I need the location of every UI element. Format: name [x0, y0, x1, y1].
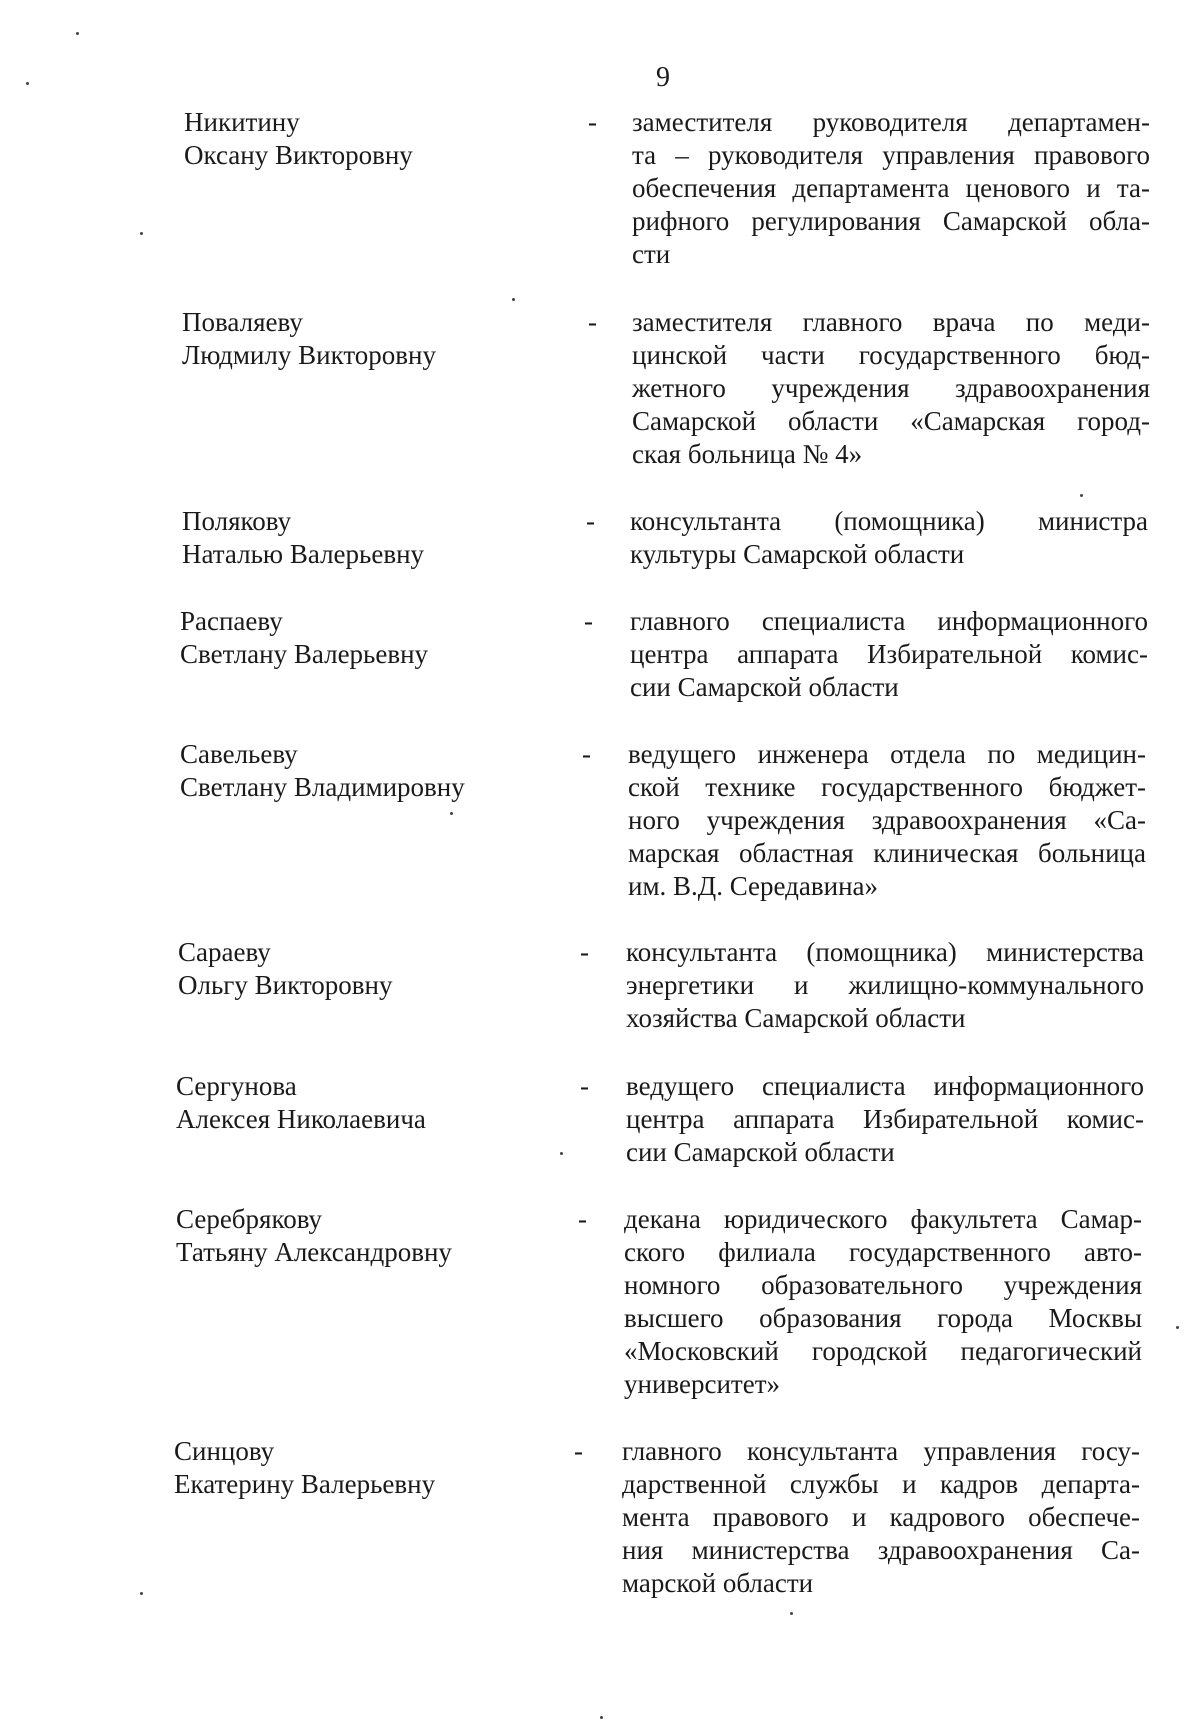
person-name-line: Никитину [184, 107, 300, 137]
position-line: ского филиала государственного авто- [624, 1237, 1142, 1267]
separator-dash: - [588, 307, 597, 337]
position-description [626, 1070, 1144, 1169]
position-line: обеспечения департамента ценового и та- [632, 173, 1150, 203]
position-line: ведущего специалиста информационного [626, 1071, 1144, 1101]
position-line: высшего образования города Москвы [624, 1303, 1142, 1333]
person-name [178, 936, 392, 1002]
position-line: Самарской области «Самарская город- [632, 406, 1150, 436]
position-description [626, 936, 1144, 1035]
position-description [630, 605, 1148, 704]
position-line: заместителя руководителя департамен- [632, 107, 1150, 137]
position-line: консультанта (помощника) министерства [626, 937, 1144, 967]
person-name [182, 306, 436, 372]
scan-speck [512, 298, 515, 301]
separator-dash: - [580, 937, 589, 967]
position-description [630, 505, 1148, 571]
separator-dash: - [574, 1436, 583, 1466]
position-line: ния министерства здравоохранения Са- [622, 1535, 1140, 1565]
position-line: культуры Самарской области [630, 539, 965, 569]
position-line: ного учреждения здравоохранения «Са- [628, 805, 1146, 835]
position-line: сии Самарской области [626, 1137, 895, 1167]
person-name-line: Савельеву [180, 739, 298, 769]
position-line: хозяйства Самарской области [626, 1003, 966, 1033]
person-name-line: Наталью Валерьевну [182, 539, 425, 569]
position-line: энергетики и жилищно-коммунального [626, 970, 1144, 1000]
position-line: консультанта (помощника) министра [630, 506, 1148, 536]
position-line: ведущего инженера отдела по медицин- [628, 739, 1146, 769]
position-line: марской области [622, 1568, 814, 1598]
position-line: главного консультанта управления госу- [622, 1436, 1140, 1466]
position-line: «Московский городской педагогический [624, 1336, 1142, 1366]
position-description [624, 1203, 1142, 1401]
person-name-line: Татьяну Александровну [176, 1237, 452, 1267]
position-line: рифного регулирования Самарской обла- [632, 206, 1150, 236]
position-line: марская областная клиническая больница [628, 838, 1146, 868]
position-line: та – руководителя управления правового [632, 140, 1150, 170]
person-name [184, 106, 413, 172]
person-name [180, 738, 465, 804]
position-line: номного образовательного учреждения [624, 1270, 1142, 1300]
scan-speck [140, 1592, 143, 1595]
person-name-line: Серебрякову [176, 1204, 323, 1234]
person-name-line: Синцову [174, 1436, 275, 1466]
separator-dash: - [580, 1071, 589, 1101]
scan-speck [1080, 494, 1083, 497]
position-line: ская больница № 4» [632, 439, 863, 469]
page-number: 9 [656, 62, 670, 93]
person-name-line: Светлану Владимировну [180, 772, 465, 802]
scan-speck [1176, 1326, 1179, 1329]
position-line: дарственной службы и кадров департа- [622, 1469, 1140, 1499]
position-line: заместителя главного врача по меди- [632, 307, 1150, 337]
person-name [174, 1435, 435, 1501]
person-name-line: Ольгу Викторовну [178, 970, 393, 1000]
scan-speck [450, 812, 453, 815]
scan-speck [140, 232, 143, 235]
position-description [622, 1435, 1140, 1600]
person-name-line: Сараеву [178, 937, 271, 967]
position-line: центра аппарата Избирательной комис- [626, 1104, 1144, 1134]
person-name-line: Сергунова [176, 1071, 297, 1101]
position-line: центра аппарата Избирательной комис- [630, 639, 1148, 669]
position-line: главного специалиста информационного [630, 606, 1148, 636]
person-name [182, 505, 424, 571]
person-name-line: Распаеву [180, 606, 283, 636]
person-name [176, 1070, 426, 1136]
separator-dash: - [584, 606, 593, 636]
position-line: им. В.Д. Середавина» [628, 871, 879, 901]
position-line: цинской части государственного бюд- [632, 340, 1150, 370]
person-name-line: Оксану Викторовну [184, 140, 413, 170]
scan-speck [600, 1716, 603, 1719]
scan-speck [560, 1152, 563, 1155]
position-line: декана юридического факультета Самар- [624, 1204, 1142, 1234]
position-line: жетного учреждения здравоохранения [632, 373, 1150, 403]
position-description [632, 306, 1150, 471]
person-name-line: Алексея Николаевича [176, 1104, 426, 1134]
person-name [180, 605, 428, 671]
position-line: сти [632, 239, 671, 269]
separator-dash: - [578, 1204, 587, 1234]
person-name-line: Людмилу Викторовну [182, 340, 436, 370]
person-name-line: Поваляеву [182, 307, 303, 337]
person-name [176, 1203, 452, 1269]
scan-speck [76, 32, 79, 35]
separator-dash: - [588, 107, 597, 137]
person-name-line: Екатерину Валерьевну [174, 1469, 436, 1499]
position-line: сии Самарской области [630, 672, 899, 702]
position-line: ской технике государственного бюджет- [628, 772, 1146, 802]
person-name-line: Светлану Валерьевну [180, 639, 429, 669]
scan-speck [790, 1612, 793, 1615]
position-line: мента правового и кадрового обеспече- [622, 1502, 1140, 1532]
scan-speck [26, 82, 29, 85]
person-name-line: Полякову [182, 506, 292, 536]
separator-dash: - [582, 739, 591, 769]
separator-dash: - [586, 506, 595, 536]
position-line: университет» [624, 1369, 780, 1399]
position-description [628, 738, 1146, 903]
position-description [632, 106, 1150, 271]
